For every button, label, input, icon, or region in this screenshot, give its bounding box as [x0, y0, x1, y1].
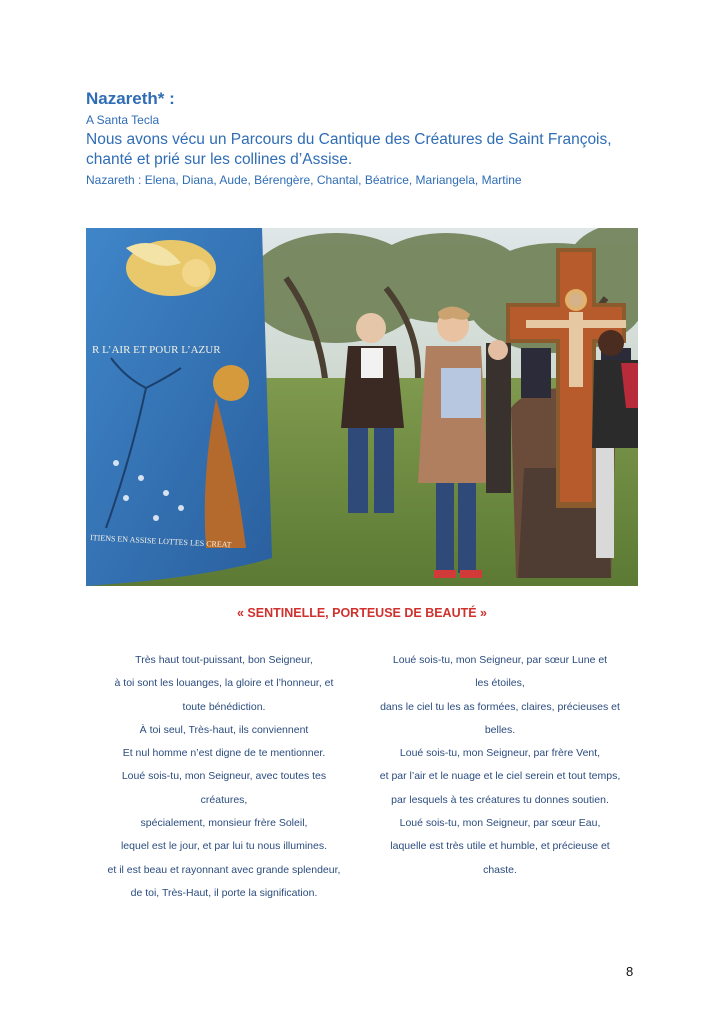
poem-right-column [370, 649, 630, 882]
poem-line: et il est beau et rayonnant avec grande splendeur, [107, 863, 341, 876]
poem-line: Loué sois-tu, mon Seigneur, par frère Vent, [399, 747, 601, 760]
article-header [86, 88, 646, 189]
poem-line: lequel est le jour, et par lui tu nous illumines. [120, 840, 328, 853]
poem-line: belles. [484, 723, 516, 736]
banner-text-bottom: ITIENS EN ASSISE LOTTES LES CREAT [89, 533, 232, 550]
poem-line: et par l’air et le nuage et le ciel serein et tout temps, [379, 770, 621, 783]
page-number: 8 [626, 964, 634, 979]
poem-line: à toi sont les louanges, la gloire et l’honneur, et [114, 677, 334, 690]
poem-line: Loué sois-tu, mon Seigneur, avec toutes tes [121, 770, 327, 783]
page-title: Nazareth* : [86, 89, 175, 108]
poem-line: Très haut tout-puissant, bon Seigneur, [135, 654, 313, 666]
poem-line: chaste. [483, 863, 517, 876]
poem-line: laquelle est très utile et humble, et précieuse et [390, 840, 610, 853]
banner-text-top: R L’AIR ET POUR L’AZUR [92, 344, 221, 356]
poem-line: toute bénédiction. [182, 700, 266, 713]
members-list: Nazareth : Elena, Diana, Aude, Bérengère, Chantal, Béatrice, Mariangela, Martine [86, 173, 522, 187]
poem-line: Loué sois-tu, mon Seigneur, par sœur Eau, [399, 817, 601, 830]
poem-line: spécialement, monsieur frère Soleil, [140, 817, 308, 830]
group-photo [86, 228, 638, 586]
intro-text: Nous avons vécu un Parcours du Cantique des Créatures de Saint François, chanté et prié sur les collines d’Assise. [86, 131, 612, 168]
poem-line: À toi seul, Très-haut, ils conviennent [139, 723, 309, 736]
poem-line: dans le ciel tu les as formées, claires, précieuses et [380, 700, 620, 713]
location-subtitle: A Santa Tecla [86, 113, 160, 127]
poem-line: créatures, [200, 793, 248, 806]
poem-line: Et nul homme n’est digne de te mentionner. [122, 747, 326, 760]
poem-left-column [94, 649, 354, 905]
poem-line: Loué sois-tu, mon Seigneur, par sœur Lune et [392, 654, 608, 666]
poem-line: les étoiles, [475, 677, 525, 690]
poem-line: de toi, Très-Haut, il porte la signification. [130, 886, 318, 899]
poem-heading: « SENTINELLE, PORTEUSE DE BEAUTÉ » [236, 606, 488, 620]
poem-line: par lesquels à tes créatures tu donnes soutien. [391, 793, 609, 806]
